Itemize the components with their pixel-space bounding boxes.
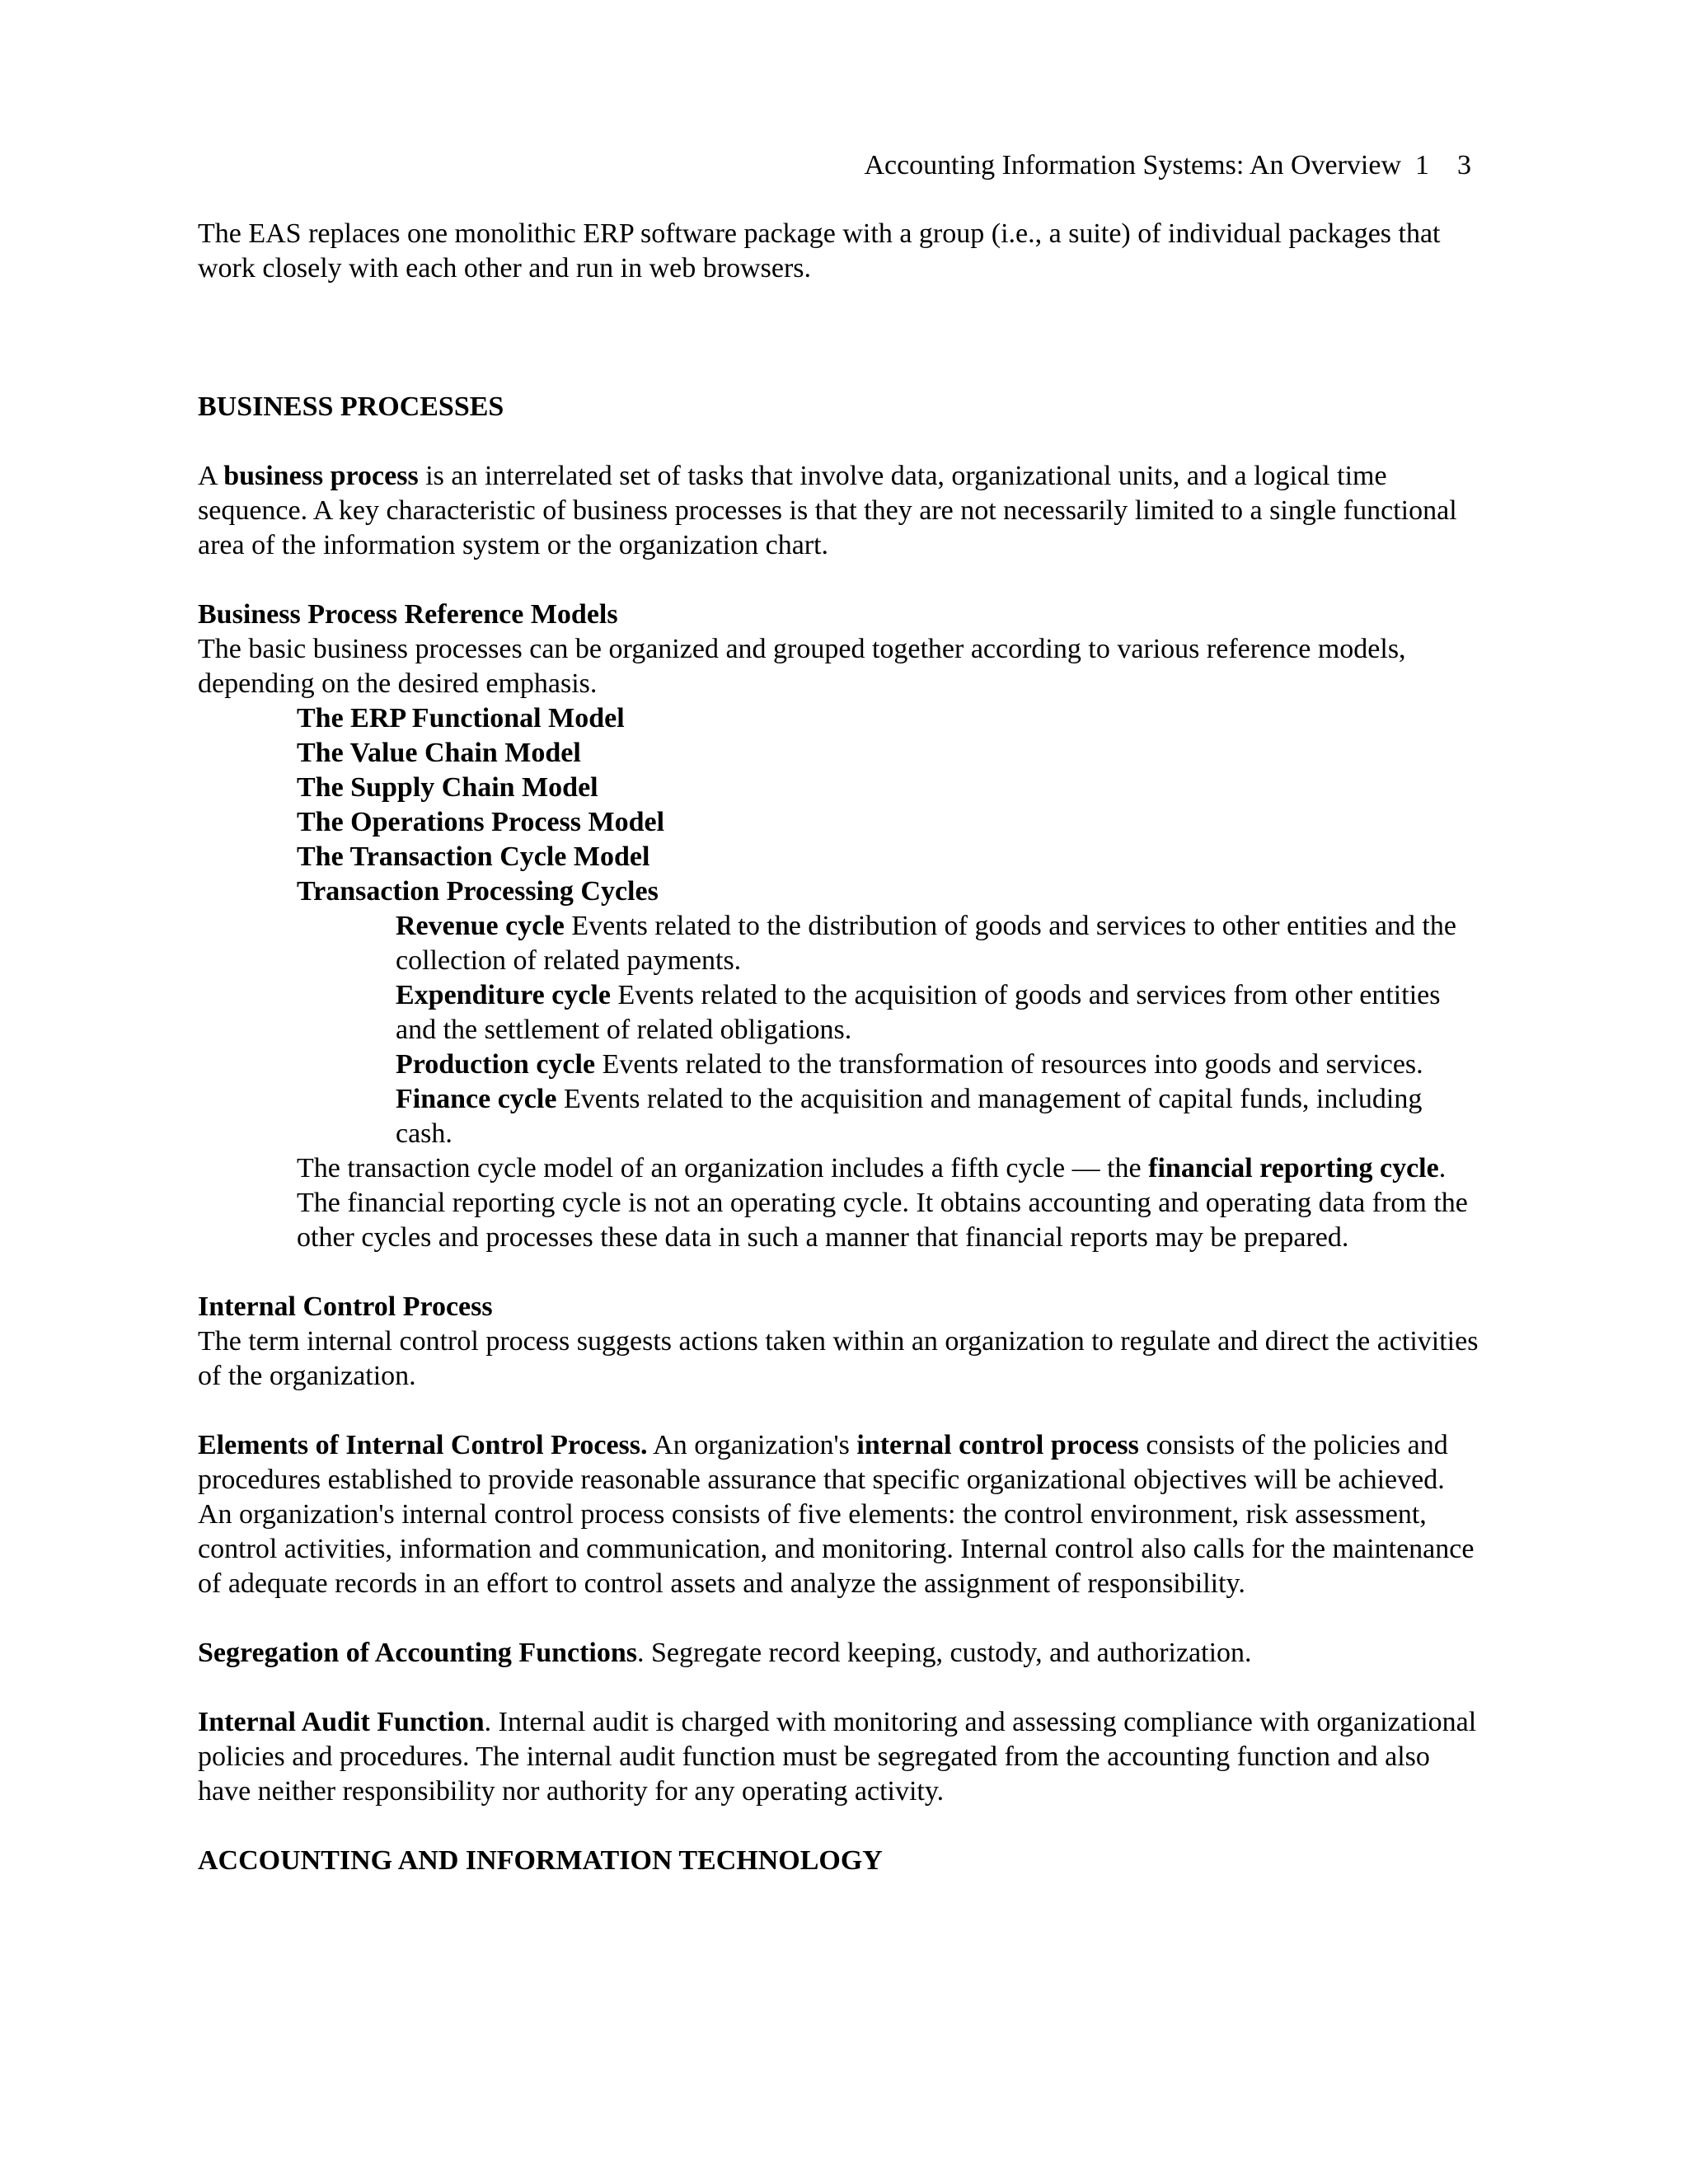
cycle-description: Events related to the transformation of resources into goods and services.: [595, 1049, 1423, 1080]
internal-audit-text: . Internal audit is charged with monitoring and assessing compliance with organizational policies and procedures. The internal audit function must be segregated from the accounting function and also have neither responsibility nor authority for any operating activity.: [198, 1707, 1477, 1807]
list-item-cycle: [198, 1047, 1484, 1082]
segregation-paragraph: [198, 1636, 1484, 1671]
definition-lead: A: [198, 461, 224, 491]
financial-reporting-text: . The financial reporting cycle is not an operating cycle. It obtains accounting and operating data from the other cycles and processes these data in such a manner that financial reports may be prepared.: [297, 1153, 1468, 1253]
elements-paragraph: [198, 1428, 1484, 1601]
list-item-model: The Transaction Cycle Model: [297, 841, 650, 872]
elements-text: consists of the policies and procedures established to provide reasonable assurance that specific organizational objectives will be achieved. An organization's internal control process consists of five elements: the control environment, risk assessment, control activities, information and communication, and monitoring. Internal control also calls for the maintenance of adequate records in an effort to control assets and analyze the assignment of responsibility.: [198, 1430, 1475, 1599]
financial-reporting-term: financial reporting cycle: [1148, 1153, 1439, 1183]
financial-reporting-paragraph: [198, 1151, 1484, 1255]
elements-mid: An organization's: [647, 1430, 857, 1460]
cycle-description: Events related to the acquisition and management of capital funds, including cash.: [396, 1084, 1423, 1149]
business-process-definition: [198, 459, 1484, 563]
running-title: Accounting Information Systems: An Overview: [864, 150, 1401, 180]
financial-reporting-lead: The transaction cycle model of an organization includes a fifth cycle — the: [297, 1153, 1149, 1183]
internal-control-paragraph: The term internal control process suggests actions taken within an organization to regulate and direct the activities of the organization.: [198, 1326, 1479, 1391]
segregation-term: Segregation of Accounting Functions: [198, 1638, 638, 1668]
cycle-term: Expenditure cycle: [396, 980, 611, 1010]
list-item-model: The Value Chain Model: [297, 738, 581, 768]
reference-model-list: [198, 701, 1484, 909]
elements-term-2: internal control process: [856, 1430, 1139, 1460]
internal-audit-term: Internal Audit Function: [198, 1707, 485, 1737]
page-number: 3: [1457, 150, 1471, 180]
definition-text: is an interrelated set of tasks that involve data, organizational units, and a logical time sequence. A key characteristic of business processes is that they are not necessarily limited to a single functional area of the information system or the organization chart.: [198, 461, 1457, 560]
list-item-model: The Operations Process Model: [297, 807, 665, 837]
transaction-cycle-list: [198, 909, 1484, 1151]
list-item-cycle: [198, 1082, 1484, 1151]
subheading-internal-control: Internal Control Process: [198, 1291, 493, 1322]
reference-models-paragraph: The basic business processes can be organized and grouped together according to various reference models, depending on the desired emphasis.: [198, 634, 1406, 699]
definition-term: business process: [223, 461, 419, 491]
cycle-term: Revenue cycle: [396, 911, 565, 941]
cycle-term: Production cycle: [396, 1049, 596, 1080]
section-heading-accounting-it: ACCOUNTING AND INFORMATION TECHNOLOGY: [198, 1845, 883, 1876]
list-item-model: The Supply Chain Model: [297, 772, 598, 803]
cycle-description: Events related to the distribution of goods and services to other entities and the collection of related payments.: [396, 911, 1456, 976]
segregation-text: . Segregate record keeping, custody, and authorization.: [637, 1638, 1252, 1668]
intro-paragraph: The EAS replaces one monolithic ERP software package with a group (i.e., a suite) of individual packages that work closely with each other and run in web browsers.: [198, 218, 1441, 284]
list-item-cycle: [198, 909, 1484, 978]
list-item-model: Transaction Processing Cycles: [297, 876, 659, 907]
list-item-cycle: [198, 978, 1484, 1047]
elements-term: Elements of Internal Control Process.: [198, 1430, 648, 1460]
internal-audit-paragraph: [198, 1705, 1484, 1809]
running-header: [864, 148, 1471, 183]
section-heading-business-processes: BUSINESS PROCESSES: [198, 391, 504, 422]
subheading-reference-models: Business Process Reference Models: [198, 599, 618, 630]
list-item-model: The ERP Functional Model: [297, 703, 625, 733]
cycle-description: Events related to the acquisition of goods and services from other entities and the settlement of related obligations.: [396, 980, 1441, 1045]
cycle-term: Finance cycle: [396, 1084, 557, 1114]
document-body: [198, 217, 1484, 1878]
chapter-number: 1: [1415, 150, 1429, 180]
